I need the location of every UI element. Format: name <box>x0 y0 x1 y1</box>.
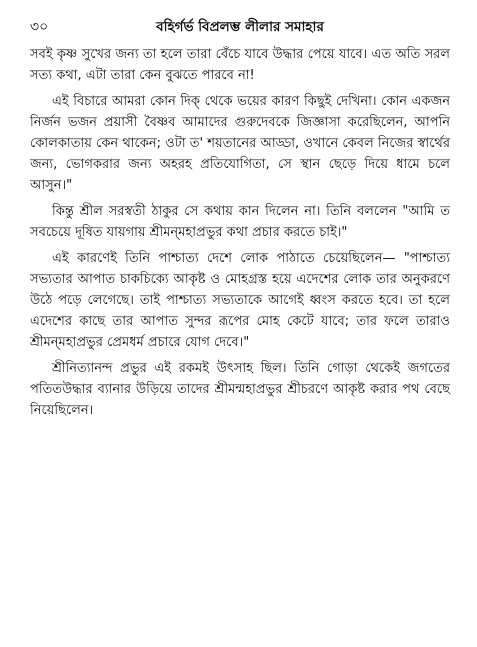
paragraph: শ্রীনিত্যানন্দ প্রভুর এই রকমই উৎসাহ ছিল। তিনি গোড়া থেকেই জগতের পতিতউদ্ধার ব্যানার উড়িয়ে তাদের শ্রীমন্মহাপ্রভুর শ্রীচরণে আকৃষ্ট করার পথ বেছে নিয়েছিলেন। <box>30 361 450 418</box>
page-header <box>30 17 450 39</box>
paragraph-continuation: সবই কৃষ্ণ সুখের জন্য তা হলে তারা বেঁচে যাবে উদ্ধার পেয়ে যাবে। এত অতি সরল সত্য কথা, এটা তারা কেন বুঝতে পারবে না! <box>30 47 450 83</box>
page-number: ৩০ <box>30 19 49 35</box>
paragraph: এই কারণেই তিনি পাশ্চাত্য দেশে লোক পাঠাতে চেয়েছিলেন— "পাশ্চাত্য সভ্যতার আপাত চাকচিক্যে আকৃষ্ট ও মোহগ্রস্ত হয়ে এদেশের লোক তার অনুকরণে উঠে পড়ে লেগেছে। তাই পাশ্চাত্য সভ্যতাকে আগেই ধ্বংস করতে হবে। তা হলে এদেশের কাছে তার আপাত সুন্দর রূপের মোহ কেটে যাবে; তার ফলে তারাও শ্রীমন্‌মহাপ্রভুর প্রেমধর্ম প্রচারে যোগ দেবে।" <box>30 251 450 350</box>
paragraph: এই বিচারে আমরা কোন দিক্ থেকে ভয়ের কারণ কিছুই দেখিনা। কোন একজন নির্জন ভজন প্রয়াসী বৈষ্ণব আমাদের গুরুদেবকে জিজ্ঞাসা করেছিলেন, আপনি কোলকাতায় কেন থাকেন; ওটা ত' শয়তানের আড্ডা, ওখানে কেবল নিজের স্বার্থের জন্য, ভোগকরার জন্য অহরহ প্রতিযোগিতা, সে স্থান ছেড়ে দিয়ে ধামে চলে আসুন।" <box>30 94 450 193</box>
paragraph: কিন্তু শ্রীল সরস্বতী ঠাকুর সে কথায় কান দিলেন না। তিনি বললেন "আমি ত সবচেয়ে দূষিত যায়গায় শ্রীমন্‌মহাপ্রভুর কথা প্রচার করতে চাই।" <box>30 204 450 240</box>
body-text <box>30 44 450 426</box>
running-title: বহির্গর্ভ বিপ্রলম্ভ লীলার সমাহার <box>156 19 324 35</box>
